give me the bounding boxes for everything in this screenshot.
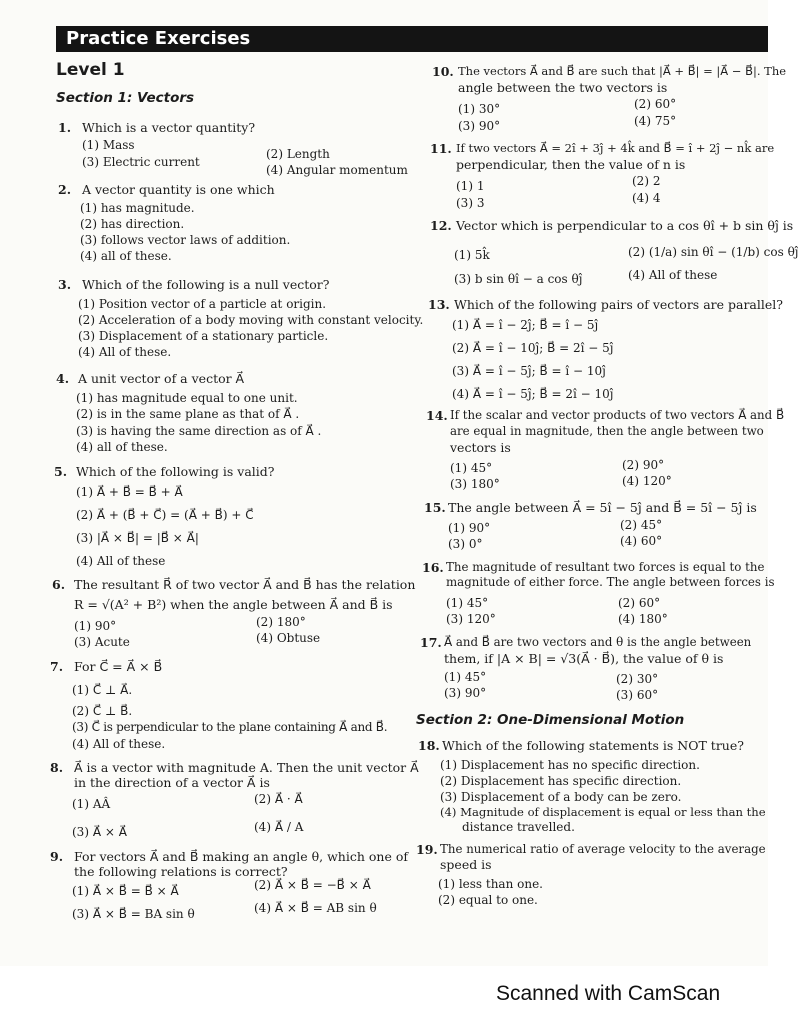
q13-option-4: (4) A⃗ = î − 5ĵ; B⃗ = 2î − 10ĵ xyxy=(452,387,614,401)
q18-option-1: (1) Displacement has no specific direction. xyxy=(440,758,700,772)
question-6-line-2: R = √(A² + B²) when the angle between A⃗ and B⃗ is xyxy=(74,597,393,612)
practice-exercises-banner xyxy=(56,26,768,52)
q8-option-2: (2) A⃗ · A⃗ xyxy=(254,792,303,806)
q16-option-3: (3) 120° xyxy=(446,612,496,626)
question-19-line-2: speed is xyxy=(440,857,492,872)
question-17-line-2: them, if |A × B| = √3(A⃗ · B⃗), the value of θ is xyxy=(444,651,724,666)
q17-option-3: (3) 90° xyxy=(444,686,487,700)
q5-option-1: (1) A⃗ + B⃗ = B⃗ + A⃗ xyxy=(76,485,183,499)
q2-option-3: (3) follows vector laws of addition. xyxy=(80,233,291,247)
q7-option-2: (2) C⃗ ⊥ B⃗. xyxy=(72,704,133,718)
q10-option-2: (2) 60° xyxy=(634,97,677,111)
q6-option-3: (3) Acute xyxy=(74,635,130,649)
q3-option-1: (1) Position vector of a particle at origin. xyxy=(78,297,327,311)
q7-option-4: (4) All of these. xyxy=(72,737,166,751)
q6-option-1: (1) 90° xyxy=(74,619,117,633)
q8-option-4: (4) A⃗ / A xyxy=(254,820,304,834)
q8-option-1: (1) AÂ xyxy=(72,797,111,811)
q18-option-4-line-2: distance travelled. xyxy=(462,820,575,834)
q12-option-1: (1) 5k̂ xyxy=(454,248,490,262)
q3-option-4: (4) All of these. xyxy=(78,345,172,359)
q19-option-1: (1) less than one. xyxy=(438,877,543,891)
q11-option-3: (3) 3 xyxy=(456,196,485,210)
q4-option-2: (2) is in the same plane as that of A⃗ . xyxy=(76,407,300,421)
q6-option-4: (4) Obtuse xyxy=(256,631,321,645)
section-1-heading: Section 1: Vectors xyxy=(56,90,195,106)
q4-option-4: (4) all of these. xyxy=(76,440,168,454)
q14-option-4: (4) 120° xyxy=(622,474,672,488)
q18-option-2: (2) Displacement has specific direction. xyxy=(440,774,682,788)
q9-option-4: (4) A⃗ × B⃗ = AB sin θ xyxy=(254,901,377,915)
q3-option-2: (2) Acceleration of a body moving with constant velocity. xyxy=(78,313,424,327)
q11-option-4: (4) 4 xyxy=(632,191,661,205)
q7-option-1: (1) C⃗ ⊥ A⃗. xyxy=(72,683,133,697)
q1-option-1: (1) Mass xyxy=(82,138,135,152)
q10-option-3: (3) 90° xyxy=(458,119,501,133)
q9-option-3: (3) A⃗ × B⃗ = BA sin θ xyxy=(72,907,195,921)
q14-option-2: (2) 90° xyxy=(622,458,665,472)
q9-option-2: (2) A⃗ × B⃗ = −B⃗ × A⃗ xyxy=(254,878,371,892)
section-2-heading: Section 2: One-Dimensional Motion xyxy=(416,712,685,728)
q4-option-1: (1) has magnitude equal to one unit. xyxy=(76,391,298,405)
question-9-line-2: the following relations is correct? xyxy=(74,864,288,879)
q9-option-1: (1) A⃗ × B⃗ = B⃗ × A⃗ xyxy=(72,884,179,898)
q17-option-2: (2) 30° xyxy=(616,672,659,686)
q7-option-3: (3) C⃗ is perpendicular to the plane containing A⃗ and B⃗. xyxy=(72,720,388,734)
q2-option-2: (2) has direction. xyxy=(80,217,185,231)
q16-option-2: (2) 60° xyxy=(618,596,661,610)
q4-option-3: (3) is having the same direction as of A⃗ . xyxy=(76,424,322,438)
scanned-page: Practice Exercises Level 1 Section 1: Vectors 1. Which is a vector quantity? (1) Mass (2) Length (3) Electric current (4) Angular momentum 2. A vector quantity is one which (1) has magnitude. (2) has direction. (3) follows vector laws of addition. (4) all of these. 3. Which of the following is a null vector? (1) Position vector of a particle at origin. (2) Acceleration of a body moving with constant velocity. (3) Displacement of a stationary particle. (4) All of these. 4. A unit vector of a vector A⃗ (1) has magnitude equal to one unit. (2) is in the same plane as that of A⃗ . (3) is having the same direction as of A⃗ . (4) all of these. 5. Which of the following is valid? (1) A⃗ + B⃗ = B⃗ + A⃗ (2) A⃗ + (B⃗ + C⃗) = (A⃗ + B⃗) + C⃗ (3) |A⃗ × B⃗| = |B⃗ × A⃗| (4) All of these 6. The resultant R⃗ of two vector A⃗ and B⃗ has the relation R = √(A² + B²) when the angle between A⃗ and B⃗ is (1) 90° (2) 180° (3) Acute (4) Obtuse 7. For C⃗ = A⃗ × B⃗ (1) C⃗ ⊥ A⃗. (2) C⃗ ⊥ B⃗. (3) C⃗ is perpendicular to the plane containing A⃗ and B⃗. (4) All of these. 8. A⃗ is a vector with magnitude A. Then the unit vector A⃗ in the direction of a vector A⃗ is (1) AÂ (2) A⃗ · A⃗ (3) A⃗ × A⃗ (4) A⃗ / A 9. For vectors A⃗ and B⃗ making an angle θ, which one of the following relations is correct? (1) A⃗ × B⃗ = B⃗ × A⃗ (2) A⃗ × B⃗ = −B⃗ × A⃗ (3) A⃗ × B⃗ = BA sin θ (4) A⃗ × B⃗ = AB sin θ 10. The vectors A⃗ and B⃗ are such that |A⃗ + B⃗| = |A⃗ − B⃗|. The angle between the two vectors is (1) 30° (2) 60° (3) 90° (4) 75° 11. If two vectors A⃗ = 2î + 3ĵ + 4k̂ and B⃗ = î + 2ĵ − nk̂ are perpendicular, then the value of n is (1) 1 (2) 2 (3) 3 (4) 4 12. Vector which is perpendicular to a cos θî + b sin θĵ is (1) 5k̂ (2) (1/a) sin θî − (1/b) cos θĵ (3) b sin θî − a cos θĵ (4) All of these 13. Which of the following pairs of vectors are parallel? (1) A⃗ = î − 2ĵ; B⃗ = î − 5ĵ (2) A⃗ = î − 10ĵ; B⃗ = 2î − 5ĵ (3) A⃗ = î − 5ĵ; B⃗ = î − 10ĵ (4) A⃗ = î − 5ĵ; B⃗ = 2î − 10ĵ 14. If the scalar and vector products of two vectors A⃗ and B⃗ are equal in magnitude, then the angle between two vectors is (1) 45° (2) 90° (3) 180° (4) 120° 15. The angle between A⃗ = 5î − 5ĵ and B⃗ = 5î − 5ĵ is (1) 90° (2) 45° (3) 0° (4) 60° 16. The magnitude of resultant two forces is equal to the magnitude of either force. The angle between forces is (1) 45° (2) 60° (3) 120° (4) 180° 17. A⃗ and B⃗ are two vectors and θ is the angle between them, if |A × B| = √3(A⃗ · B⃗), the value of θ is (1) 45° (2) 30° (3) 90° (3) 60° Section 2: One-Dimensional Motion 18. Which of the following statements is NOT true? (1) Displacement has no specific direction. (2) Displacement has specific direction. (3) Displacement of a body can be zero. (4) Magnitude of displacement is equal or less than the distance travelled. 19. The numerical ratio of average velocity to the average speed is (1) less than one. (2) equal to one. Scanned with CamScan xyxy=(0,0,768,1024)
camscanner-watermark: Scanned with CamScan xyxy=(496,982,721,1005)
question-14-line-3: vectors is xyxy=(450,440,511,455)
q18-option-4: (4) Magnitude of displacement is equal or less than the xyxy=(440,805,766,819)
q19-option-2: (2) equal to one. xyxy=(438,893,538,907)
q10-option-4: (4) 75° xyxy=(634,114,677,128)
q12-option-3: (3) b sin θî − a cos θĵ xyxy=(454,272,583,286)
q15-option-3: (3) 0° xyxy=(448,537,483,551)
q11-option-1: (1) 1 xyxy=(456,179,485,193)
q5-option-2: (2) A⃗ + (B⃗ + C⃗) = (A⃗ + B⃗) + C⃗ xyxy=(76,508,254,522)
question-14-line-2: are equal in magnitude, then the angle between two xyxy=(450,424,764,438)
banner-title: Practice Exercises xyxy=(66,28,251,49)
q11-option-2: (2) 2 xyxy=(632,174,661,188)
question-16-line-2: magnitude of either force. The angle between forces is xyxy=(446,575,775,589)
q12-option-4: (4) All of these xyxy=(628,268,718,282)
level-heading: Level 1 xyxy=(56,60,125,80)
q1-option-4: (4) Angular momentum xyxy=(266,163,408,177)
q15-option-2: (2) 45° xyxy=(620,518,663,532)
q5-option-4: (4) All of these xyxy=(76,554,166,568)
q18-option-3: (3) Displacement of a body can be zero. xyxy=(440,790,682,804)
q12-option-2: (2) (1/a) sin θî − (1/b) cos θĵ xyxy=(628,245,799,259)
q2-option-4: (4) all of these. xyxy=(80,249,172,263)
q17-option-4: (3) 60° xyxy=(616,688,659,702)
q14-option-3: (3) 180° xyxy=(450,477,500,491)
q1-option-3: (3) Electric current xyxy=(82,155,200,169)
q15-option-1: (1) 90° xyxy=(448,521,491,535)
q2-option-1: (1) has magnitude. xyxy=(80,201,195,215)
q1-option-2: (2) Length xyxy=(266,147,330,161)
q10-option-1: (1) 30° xyxy=(458,102,501,116)
q13-option-3: (3) A⃗ = î − 5ĵ; B⃗ = î − 10ĵ xyxy=(452,364,606,378)
question-8-line-2: in the direction of a vector A⃗ is xyxy=(74,775,270,790)
q15-option-4: (4) 60° xyxy=(620,534,663,548)
q6-option-2: (2) 180° xyxy=(256,615,306,629)
q13-option-1: (1) A⃗ = î − 2ĵ; B⃗ = î − 5ĵ xyxy=(452,318,599,332)
question-10-line-2: angle between the two vectors is xyxy=(458,80,668,95)
q5-option-3: (3) |A⃗ × B⃗| = |B⃗ × A⃗| xyxy=(76,531,199,545)
q16-option-1: (1) 45° xyxy=(446,596,489,610)
question-11-line-2: perpendicular, then the value of n is xyxy=(456,157,686,172)
q14-option-1: (1) 45° xyxy=(450,461,493,475)
q3-option-3: (3) Displacement of a stationary particle. xyxy=(78,329,329,343)
q13-option-2: (2) A⃗ = î − 10ĵ; B⃗ = 2î − 5ĵ xyxy=(452,341,614,355)
q17-option-1: (1) 45° xyxy=(444,670,487,684)
q16-option-4: (4) 180° xyxy=(618,612,668,626)
q8-option-3: (3) A⃗ × A⃗ xyxy=(72,825,127,839)
